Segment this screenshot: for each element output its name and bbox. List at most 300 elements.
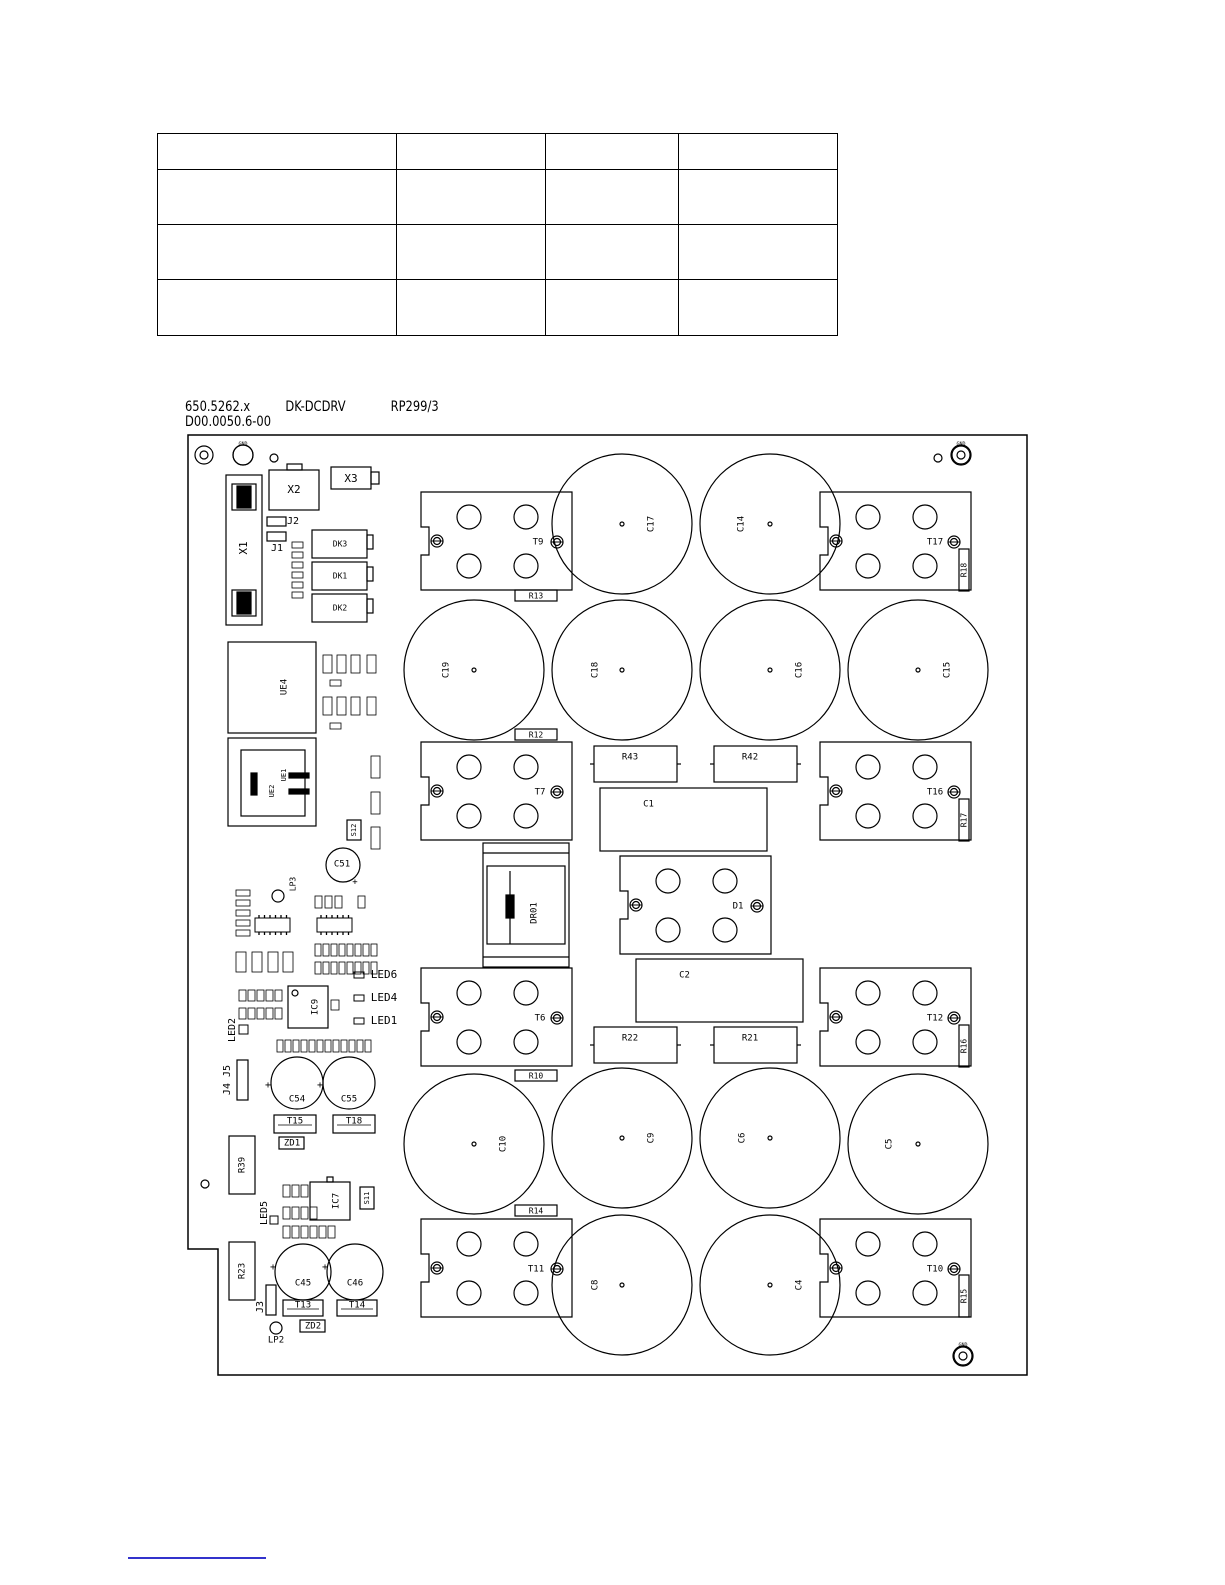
ic-label: UE4 [279,678,290,696]
module-pin [913,1232,937,1256]
smd-part [323,944,329,956]
fiducial-mark [934,454,942,462]
module-pin [457,1281,481,1305]
transistor-module [820,492,971,590]
jumper-j4-j5 [222,1060,248,1100]
power-resistor [229,1136,255,1194]
smd-part [293,1040,299,1052]
capacitor-center [916,1142,920,1146]
smd-part [248,990,255,1001]
module-pin [656,869,680,893]
smd-part [252,952,262,972]
drawing-number: D00.0050.6-00 [185,414,272,430]
resistor-body [594,1027,677,1063]
smd-part [351,655,360,673]
module-pin [856,755,880,779]
capacitor-label: C1 [643,799,654,810]
module-pin [913,981,937,1005]
smd-part [248,1008,255,1019]
capacitor-body [700,1215,840,1355]
switch-label: S12 [350,823,358,837]
module-body [421,492,572,590]
mounting-hole [195,446,213,464]
transistor-label: T10 [926,1264,944,1275]
smd-part [323,655,332,673]
led-body [239,1025,248,1034]
capacitor-body [404,600,544,740]
resistor-label: R42 [741,752,759,763]
jumper-label: J2 [286,516,300,527]
module-pin [713,918,737,942]
part-number: 650.5262.x [185,399,251,415]
resistor [515,729,557,740]
transistor-label: T17 [926,537,944,548]
opto-coupler [312,530,373,558]
capacitor-center [768,1283,772,1287]
smd-part [331,944,337,956]
smd-part [371,792,380,814]
smd-part [358,896,365,908]
led-label: LED1 [370,1014,398,1027]
hole-inner [957,451,965,459]
module-pin [514,804,538,828]
smd-resistor [292,542,303,548]
capacitor-center [472,668,476,672]
ic-body [310,1182,350,1220]
smd-part [363,944,369,956]
connector-x3 [331,467,379,489]
capacitor-center [620,522,624,526]
smd-part [371,827,380,849]
resistor-body [714,1027,797,1063]
mounting-hole [952,446,970,464]
smd-part [315,896,322,908]
smd-part [325,1040,331,1052]
jumper-j1 [267,532,286,541]
smd-part [310,1207,317,1219]
smd-part [239,990,246,1001]
smd-part [357,1040,363,1052]
transistor-label: T15 [286,1116,304,1127]
smd-part [331,1000,339,1010]
smd-ic [255,915,290,935]
ic-ic9 [288,986,328,1028]
resistor [959,1275,969,1317]
transistor-label: T11 [527,1264,545,1275]
resistor-label: R13 [528,591,544,601]
led-led2 [227,1018,248,1042]
resistor-label: R39 [237,1156,248,1174]
test-point-label: LP3 [288,876,298,892]
resistor [515,590,557,601]
smd-part [330,680,341,686]
resistor-label: R23 [237,1262,248,1280]
smd-part [339,944,345,956]
capacitor-label: C19 [441,661,452,679]
led-label: LED4 [370,991,398,1004]
transistor-label: T16 [926,787,944,798]
pin [237,592,251,614]
resistor-label: R21 [741,1033,759,1044]
capacitor-body [404,1071,544,1214]
capacitor-label: C10 [498,1135,509,1153]
electrolytic-capacitor [552,600,692,740]
transistor-module [620,856,771,954]
ic-label: UE1 [280,768,288,782]
module-pin [856,1232,880,1256]
module-pin [913,1281,937,1305]
hole-outer [954,1347,972,1365]
resistor-label: R10 [528,1071,544,1081]
capacitor-label: C51 [333,859,351,870]
choke-body [483,843,569,967]
resistor-label: R18 [959,562,969,578]
capacitor-body [700,454,840,594]
choke-core [487,866,565,944]
electrolytic-capacitor [700,600,840,740]
smd-part [283,952,293,972]
smd-part [325,896,332,908]
switch-s11 [360,1187,374,1209]
capacitor-label: C16 [794,661,805,679]
board-name: DK-DCDRV [285,399,346,415]
smd-part [351,697,360,715]
capacitor-label: C9 [646,1132,657,1144]
module-pin [856,1030,880,1054]
mounting-hole [954,1347,972,1365]
smd-resistor [292,592,303,598]
small-transistor [337,1300,377,1316]
led-label: LED6 [370,968,398,981]
smd-part [283,1226,290,1238]
smd-ic [317,915,352,935]
transistor-label: D1 [732,901,744,912]
capacitor-center [620,1283,624,1287]
smd-part [277,1040,283,1052]
connector-label: X2 [287,483,301,496]
power-resistor [710,746,801,782]
ic-ic7 [310,1177,350,1220]
smd-part [236,930,250,936]
resistor-label: R43 [621,752,639,763]
transistor-label: T14 [348,1300,366,1311]
connector-x1 [226,475,262,625]
smd-part [257,990,264,1001]
capacitor-label: C14 [736,515,747,533]
transistor-label: T6 [534,1013,546,1024]
smd-resistor [292,552,303,558]
hole-outer [195,446,213,464]
gnd-pad-ring [233,445,253,465]
smd-part [337,697,346,715]
jumper-j2 [267,517,286,526]
gnd-marker [953,1343,973,1367]
smd-part [317,1040,323,1052]
switch-s12 [347,820,361,840]
electrolytic-capacitor [700,454,840,594]
led [354,968,397,981]
capacitor-body [552,600,692,740]
jumper-body [266,1285,276,1315]
led-led5 [259,1201,278,1225]
smd-part [275,990,282,1001]
smd-part [347,962,353,974]
module-pin [457,1030,481,1054]
module-pin [856,1281,880,1305]
resistor [959,799,969,841]
led-body [270,1216,278,1224]
module-pin [457,755,481,779]
footer-link-underline[interactable] [128,1557,266,1559]
polarity-mark: + [264,1080,272,1091]
polarity-mark: + [352,877,358,888]
opto-tab [367,535,373,549]
transistor-module [820,742,971,840]
board-outline [188,435,1027,1375]
capacitor-body [552,1215,692,1355]
transistor-module [820,968,971,1066]
polarity-mark: + [316,1080,324,1091]
ic-body [228,642,316,733]
resistor-body [594,746,677,782]
module-pin [856,804,880,828]
polarity-mark: + [321,1262,329,1273]
smd-part [301,1226,308,1238]
capacitor-body [600,788,767,851]
gnd-label: GND [958,1342,968,1349]
test-point-lp3 [272,877,298,902]
module-body [421,742,572,840]
electrolytic-capacitor [552,454,692,594]
smd-part [337,655,346,673]
gnd-pad [953,1346,973,1366]
chip [251,773,257,795]
polarity-mark: + [269,1262,277,1273]
jumper-j3 [255,1285,276,1315]
resistor-label: R17 [959,812,969,828]
smd-part [323,962,329,974]
opto-label: DK3 [332,539,348,549]
capacitor-center [472,1142,476,1146]
module-pin [457,505,481,529]
resistor-label: R14 [528,1206,544,1216]
hole-outer [952,446,970,464]
pin [237,486,251,508]
electrolytic-capacitor [700,1215,840,1355]
jumper-label: J3 [255,1300,266,1314]
zener-zd1 [279,1137,304,1149]
pin1-mark [292,990,298,996]
film-capacitor [636,959,803,1022]
transistor-label: T7 [534,787,546,798]
capacitor-label: C5 [884,1138,895,1150]
smd-part [301,1185,308,1197]
capacitor-label: C18 [590,661,601,679]
ic-label: IC9 [310,998,321,1016]
gnd-label: GND [238,441,248,448]
smd-part [266,1008,273,1019]
capacitor-label: C46 [346,1278,364,1289]
ic-label: IC7 [331,1192,342,1210]
smd-part [371,756,380,778]
zener-zd2 [300,1320,325,1332]
led-label: LED2 [227,1017,238,1043]
smd-part [292,1185,299,1197]
resistor-label: R12 [528,730,544,740]
smd-part [315,962,321,974]
module-pin [856,554,880,578]
switch-label: S11 [363,1191,371,1205]
gnd-hole [233,445,253,465]
capacitor-body [636,959,803,1022]
smd-part [330,723,341,729]
opto-coupler [312,594,373,622]
test-point [270,1322,282,1334]
smd-part [283,1207,290,1219]
module-pin [514,1030,538,1054]
jumper-label: J4 J5 [222,1064,233,1096]
capacitor-center [768,668,772,672]
transistor-label: T12 [926,1013,944,1024]
ic-body [288,986,328,1028]
smd-part [355,944,361,956]
smd-part [301,1040,307,1052]
smd-part [236,890,250,896]
electrolytic-capacitor [848,600,988,740]
smd-part [331,962,337,974]
transistor-module [421,968,572,1066]
capacitor-label: C6 [737,1132,748,1144]
connector-label: X3 [344,472,358,485]
hole-inner [959,1352,967,1360]
capacitor-label: C54 [288,1094,306,1105]
module-body [421,1219,572,1317]
module-pin [514,554,538,578]
smd-part [266,990,273,1001]
smd-part [310,1226,317,1238]
jumper-body [237,1060,248,1100]
revision-ref: RP299/3 [390,399,439,415]
power-resistor [590,1027,681,1063]
gnd-label: GND [956,441,966,448]
fiducial-mark [270,454,278,462]
smd-part [292,1226,299,1238]
smd-part [335,896,342,908]
choke-label: DR01 [529,902,540,924]
power-resistor [590,746,681,782]
connector-label: X1 [237,541,250,555]
opto-coupler [312,562,373,590]
test-point-lp2 [268,1322,284,1346]
ic-ue1-ue2 [228,738,316,826]
module-pin [514,981,538,1005]
capacitor-center [768,1136,772,1140]
capacitor-label: C17 [646,515,657,533]
capacitor-body [848,600,988,740]
transistor-label: T13 [294,1300,312,1311]
smd-part [347,944,353,956]
module-pin [457,981,481,1005]
ic-label: UE2 [268,784,276,798]
smd-part [328,1226,335,1238]
smd-part [319,1226,326,1238]
smd-part [339,962,345,974]
small-transistor [333,1115,375,1133]
diode-label: ZD1 [283,1138,301,1149]
module-pin [514,505,538,529]
electrolytic-capacitor [552,1068,692,1208]
resistor [515,1205,557,1216]
chip [289,789,309,794]
electrolytic-capacitor [404,600,544,740]
transistor-module [421,1219,572,1317]
smd-part [236,910,250,916]
opto-label: DK1 [332,571,348,581]
capacitor-center [620,668,624,672]
power-resistor [710,1027,801,1063]
module-pin [913,755,937,779]
ic-body [317,918,352,932]
electrolytic-capacitor-small [317,1057,375,1109]
module-pin [913,505,937,529]
choke-inner [506,895,514,918]
capacitor-body [552,454,692,594]
smd-resistor [292,572,303,578]
module-body [620,856,771,954]
transistor-module [820,1219,971,1317]
ic-tab [327,1177,333,1182]
small-transistor [274,1115,316,1133]
transistor-module [421,492,572,590]
resistor [959,549,969,591]
smd-part [268,952,278,972]
resistor-label: R22 [621,1033,639,1044]
capacitor-c51 [326,848,360,888]
module-pin [457,1232,481,1256]
led-label: LED5 [259,1200,270,1226]
smd-part [367,655,376,673]
connector-x2 [269,464,319,510]
smd-part [349,1040,355,1052]
jumper-label: J1 [270,543,284,554]
resistor-body [714,746,797,782]
electrolytic-capacitor-small [265,1057,323,1109]
capacitor-body [700,1068,840,1208]
capacitor-body [327,1244,383,1300]
capacitor-body [700,600,840,740]
diode-label: ZD2 [304,1321,322,1332]
capacitor-label: C8 [590,1279,601,1291]
resistor [959,1025,969,1067]
ic-ue4 [228,642,316,733]
smd-part [275,1008,282,1019]
opto-tab [367,567,373,581]
smd-part [341,1040,347,1052]
resistor-label: R15 [959,1288,969,1304]
capacitor-center [620,1136,624,1140]
resistor [515,1070,557,1081]
smd-part [236,900,250,906]
module-pin [913,1030,937,1054]
led-body [354,995,364,1001]
smd-part [285,1040,291,1052]
electrolytic-capacitor [848,1074,988,1214]
capacitor-label: C15 [942,661,953,679]
capacitor-center [916,668,920,672]
smd-part [301,1207,308,1219]
smd-part [365,1040,371,1052]
capacitor-body [848,1074,988,1214]
